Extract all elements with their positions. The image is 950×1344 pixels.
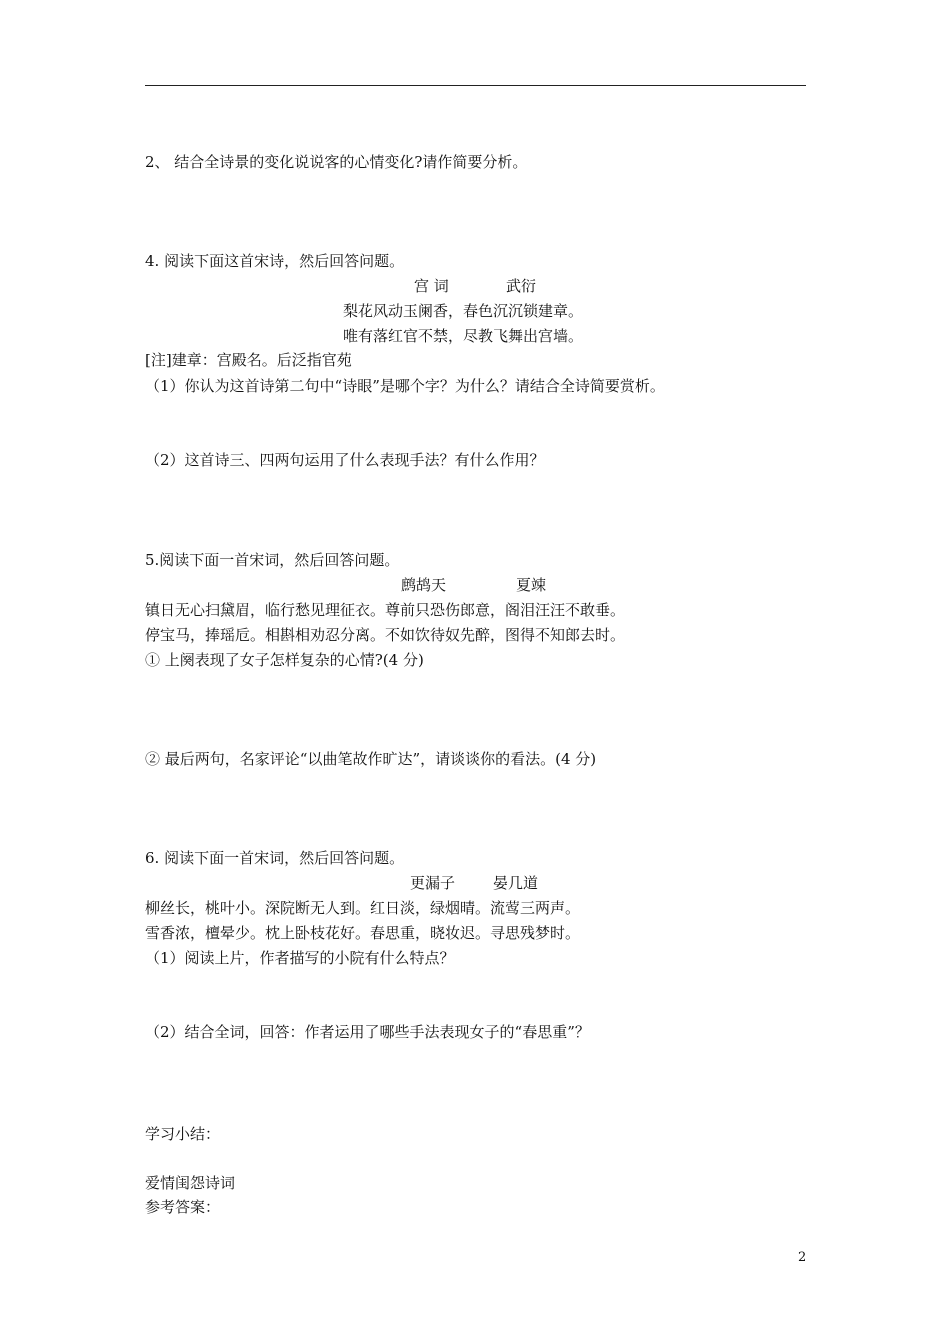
poem-4-note: [注]建章：宫殿名。后泛指官苑 bbox=[145, 351, 352, 369]
question-6-2: （2）结合全词，回答：作者运用了哪些手法表现女子的“春思重”？ bbox=[145, 1023, 590, 1041]
poem-5-line: 停宝马，捧瑶卮。相斟相劝忍分离。不如饮待奴先醉，图得不知郎去时。 bbox=[145, 626, 626, 644]
question-4-2: （2）这首诗三、四两句运用了什么表现手法？有什么作用？ bbox=[145, 451, 545, 469]
poem-4-line: 梨花风动玉阑香，春色沉沉锁建章。 bbox=[343, 302, 584, 320]
poem-4-author: 武衍 bbox=[506, 277, 537, 295]
poem-5-title: 鹧鸪天 bbox=[401, 576, 447, 594]
section-4-heading: 4. 阅读下面这首宋诗，然后回答问题。 bbox=[145, 252, 405, 270]
poem-5-author: 夏竦 bbox=[516, 576, 547, 594]
poem-5-line: 镇日无心扫黛眉，临行愁见理征衣。尊前只恐伤郎意，阁泪汪汪不敢垂。 bbox=[145, 601, 626, 619]
poem-6-line: 柳丝长，桃叶小。深院断无人到。红日淡，绿烟晴。流莺三两声。 bbox=[145, 899, 581, 917]
poem-6-line: 雪香浓，檀晕少。枕上卧枝花好。春思重，晓妆迟。寻思残梦时。 bbox=[145, 924, 581, 942]
poem-4-title: 宫 词 bbox=[414, 277, 449, 295]
question-5-1: ① 上阕表现了女子怎样复杂的心情?(4 分) bbox=[145, 651, 424, 669]
poem-4-line: 唯有落红官不禁，尽教飞舞出宫墙。 bbox=[343, 327, 584, 345]
poem-6-author: 晏几道 bbox=[493, 874, 539, 892]
question-2: 2、 结合全诗景的变化说说客的心情变化?请作简要分析。 bbox=[145, 153, 528, 171]
poem-6-title: 更漏子 bbox=[410, 874, 456, 892]
section-5-heading: 5.阅读下面一首宋词，然后回答问题。 bbox=[145, 551, 400, 569]
question-5-2: ② 最后两句，名家评论“以曲笔故作旷达”，请谈谈你的看法。(4 分) bbox=[145, 750, 597, 768]
header-rule bbox=[145, 85, 806, 86]
summary-label: 学习小结： bbox=[145, 1125, 221, 1143]
question-6-1: （1）阅读上片，作者描写的小院有什么特点？ bbox=[145, 949, 455, 967]
page-number: 2 bbox=[798, 1250, 807, 1265]
answers-label: 参考答案： bbox=[145, 1198, 221, 1216]
topic-label: 爱情闺怨诗词 bbox=[145, 1174, 236, 1192]
question-4-1: （1）你认为这首诗第二句中“诗眼”是哪个字？为什么？请结合全诗简要赏析。 bbox=[145, 377, 665, 395]
section-6-heading: 6. 阅读下面一首宋词，然后回答问题。 bbox=[145, 849, 405, 867]
